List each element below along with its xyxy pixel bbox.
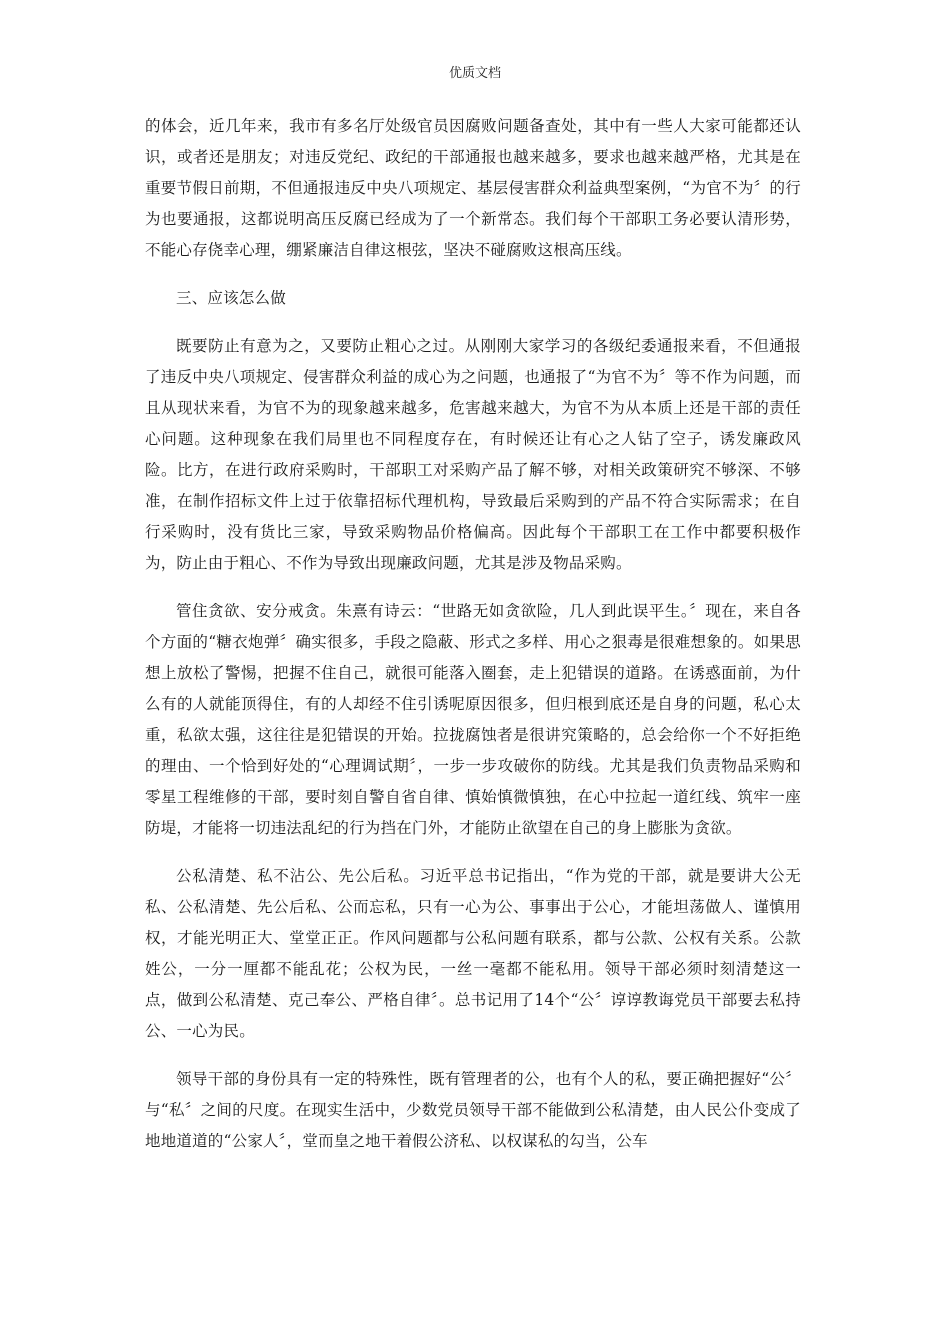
paragraph-4: 公私清楚、私不沾公、先公后私。习近平总书记指出，“作为党的干部，就是要讲大公无私、公私清楚、先公后私、公而忘私，只有一心为公、事事出于公心，才能坦荡做人、谨慎用权，才能光明正大、堂堂正正。作风问题都与公私问题有联系，都与公款、公权有关系。公款姓公，一分一厘都不能乱花；公权为民，一丝一毫都不能私用。领导干部必须时刻清楚这一点，做到公私清楚、克己奉公、严格自律〞。总书记用了14个“公〞谆谆教诲党员干部要去私持公、一心为民。 [145,867,801,1040]
paragraph-3: 管住贪欲、安分戒贪。朱熹有诗云：“世路无如贪欲险，几人到此误平生。〞现在，来自各个方面的“糖衣炮弹〞确实很多，手段之隐蔽、形式之多样、用心之狠毒是很难想象的。如果思想上放松了警惕，把握不住自己，就很可能落入圈套，走上犯错误的道路。在诱惑面前，为什么有的人就能顶得住，有的人却经不住引诱呢原因很多，但归根到底还是自身的问题，私心太重，私欲太强，这往往是犯错误的开始。拉拢腐蚀者是很讲究策略的，总会给你一个不好拒绝的理由、一个恰到好处的“心理调试期〞，一步一步攻破你的防线。尤其是我们负责物品采购和零星工程维修的干部，要时刻自警自省自律、慎始慎微慎独，在心中拉起一道红线、筑牢一座防堤，才能将一切违法乱纪的行为挡在门外，才能防止欲望在自己的身上膨胀为贪欲。 [145,602,801,837]
paragraph-5: 领导干部的身份具有一定的特殊性，既有管理者的公，也有个人的私，要正确把握好“公〞与“私〞之间的尺度。在现实生活中，少数党员领导干部不能做到公私清楚，由人民公仆变成了地地道道的“公家人〞，堂而皇之地干着假公济私、以权谋私的勾当，公车 [145,1070,801,1150]
section-heading: 三、应该怎么做 [176,289,286,307]
page-header: 优质文档 [448,66,501,81]
paragraph-1: 的体会，近几年来，我市有多名厅处级官员因腐败问题备查处，其中有一些人大家可能都还认识，或者还是朋友；对违反党纪、政纪的干部通报也越来越多，要求也越来越严格，尤其是在重要节假日前期，不但通报违反中央八项规定、基层侵害群众利益典型案例，“为官不为〞的行为也要通报，这都说明高压反腐已经成为了一个新常态。我们每个干部职工务必要认清形势，不能心存侥幸心理，绷紧廉洁自律这根弦，坚决不碰腐败这根高压线。 [145,117,801,259]
paragraph-2: 既要防止有意为之，又要防止粗心之过。从刚刚大家学习的各级纪委通报来看，不但通报了违反中央八项规定、侵害群众利益的成心为之问题，也通报了“为官不为〞等不作为问题，而且从现状来看，为官不为的现象越来越多，危害越来越大，为官不为从本质上还是干部的责任心问题。这种现象在我们局里也不同程度存在，有时候还让有心之人钻了空子，诱发廉政风险。比方，在进行政府采购时，干部职工对采购产品了解不够，对相关政策研究不够深、不够准，在制作招标文件上过于依靠招标代理机构，导致最后采购到的产品不符合实际需求；在自行采购时，没有货比三家，导致采购物品价格偏高。因此每个干部职工在工作中都要积极作为，防止由于粗心、不作为导致出现廉政问题，尤其是涉及物品采购。 [145,337,801,572]
document-body [145,111,801,1174]
